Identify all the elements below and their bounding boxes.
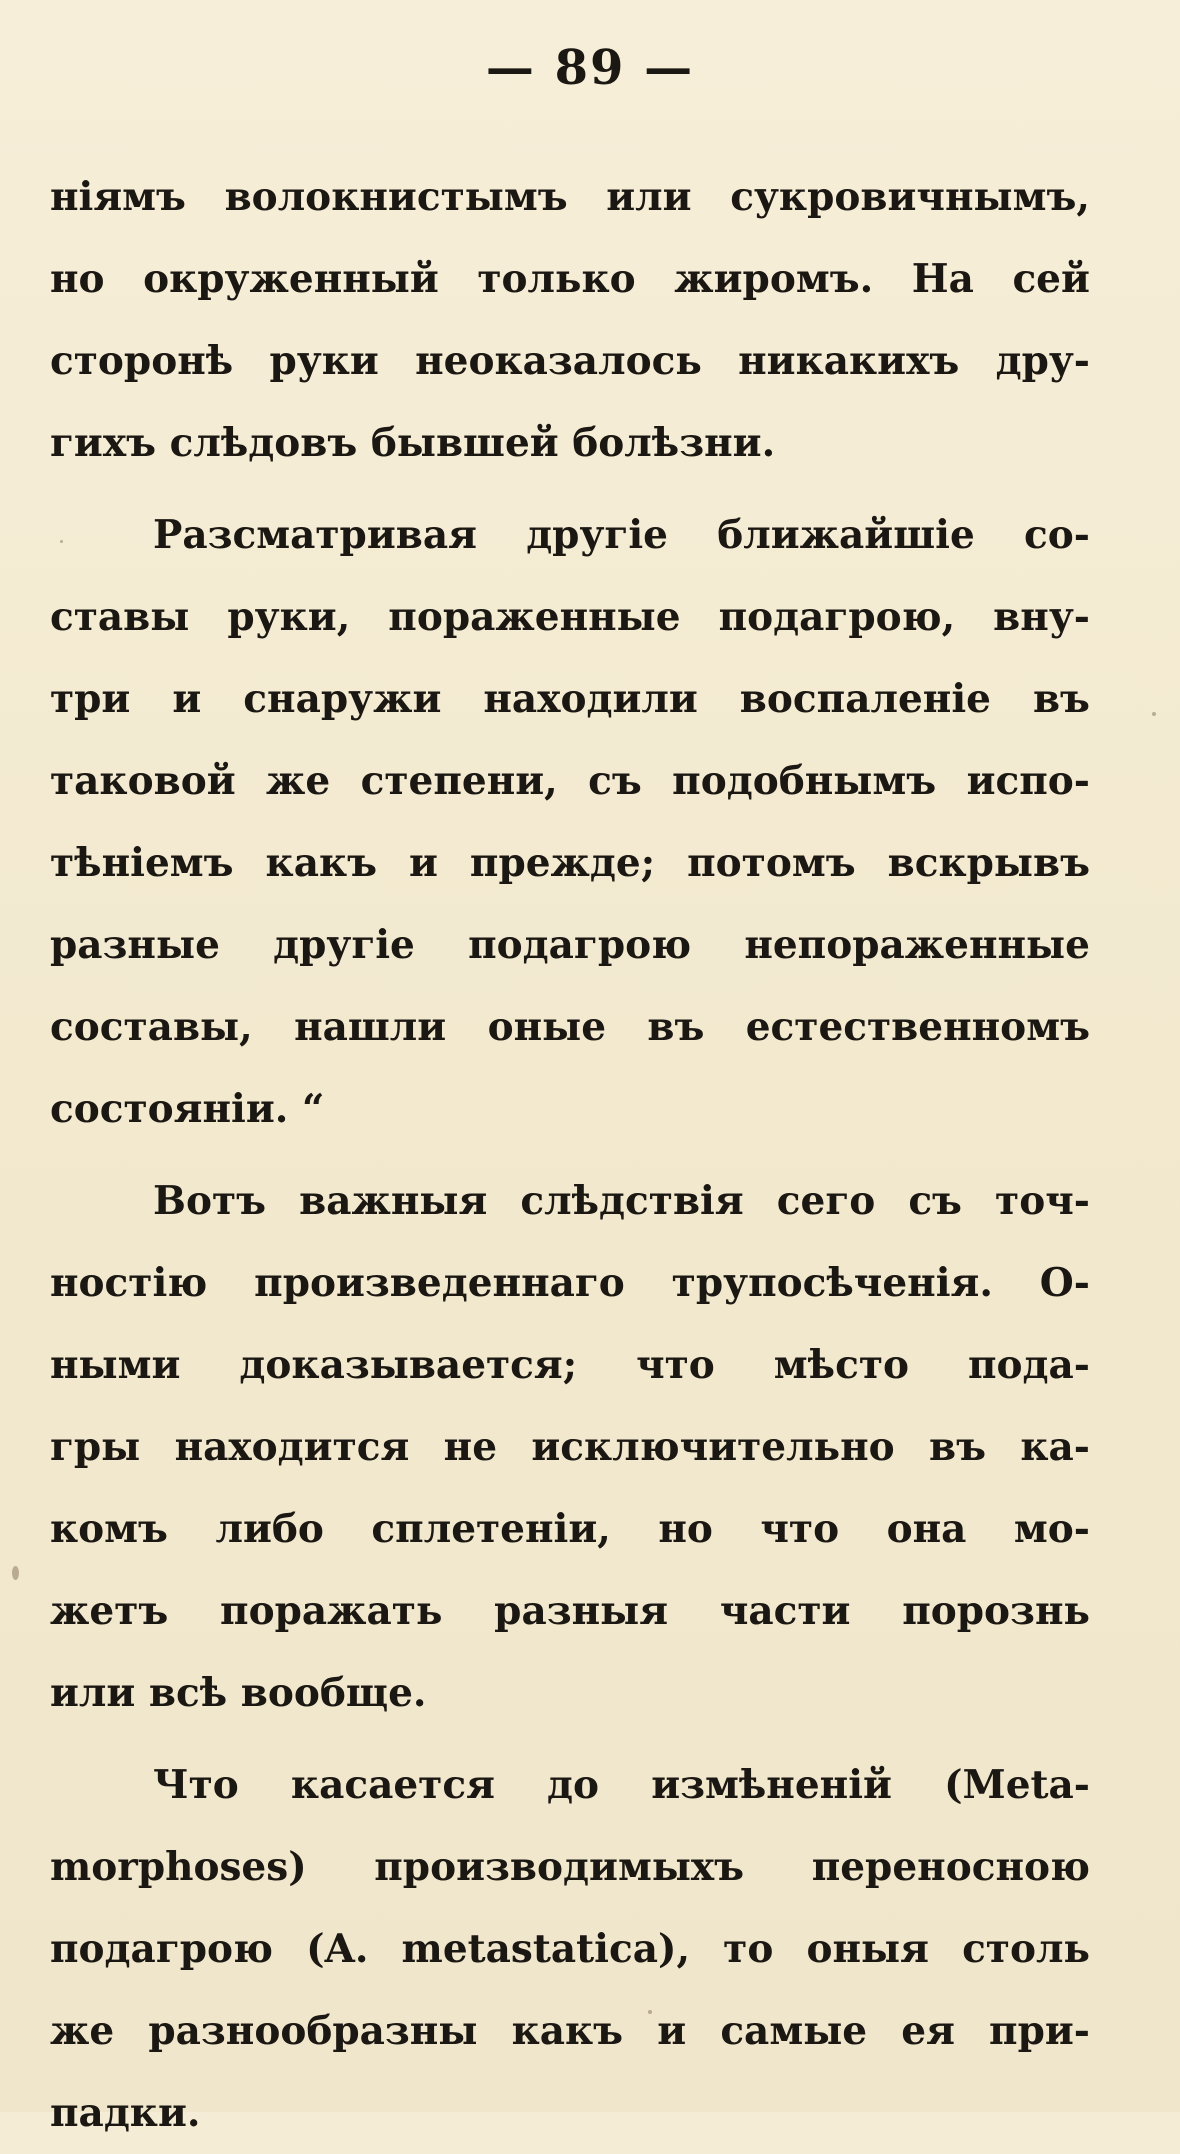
text-line: ставы руки, пораженные подагрою, вну- (50, 594, 1090, 640)
text-line: составы, нашли оные въ естественномъ (50, 1004, 1090, 1050)
paper-speck (1152, 712, 1156, 716)
text-line: таковой же степени, съ подобнымъ испо- (50, 758, 1090, 804)
text-line: гихъ слѣдовъ бывшей болѣзни. (50, 420, 776, 466)
text-line: состояніи. “ (50, 1086, 325, 1132)
text-line: ностію произведеннаго трупосѣченія. О- (50, 1260, 1090, 1306)
paper-speck (60, 540, 63, 543)
text-line: Что касается до измѣненій (Meta- (153, 1762, 1090, 1808)
text-line: Вотъ важныя слѣдствія сего съ точ- (153, 1178, 1090, 1224)
text-line: или всѣ вообще. (50, 1670, 427, 1716)
text-line: сторонѣ руки неоказалось никакихъ дру- (50, 338, 1090, 384)
text-line: ными доказывается; что мѣсто пода- (50, 1342, 1090, 1388)
page-number: — 89 — (485, 40, 695, 96)
text-line: падки. (50, 2090, 201, 2136)
text-line: комъ либо сплетеніи, но что она мо- (50, 1506, 1090, 1552)
text-line: Разсматривая другіе ближайшіе со- (153, 512, 1090, 558)
text-line: но окруженный только жиромъ. На сей (50, 256, 1090, 302)
text-line: разные другіе подагрою непораженные (50, 922, 1090, 968)
text-line: подагрою (A. metastatica), то оныя столь (50, 1926, 1090, 1972)
text-line: три и снаружи находили воспаленіе въ (50, 676, 1090, 722)
text-line: же разнообразны какъ и самые ея при- (50, 2008, 1090, 2054)
text-line: тѣніемъ какъ и прежде; потомъ вскрывъ (50, 840, 1090, 886)
text-line: ніямъ волокнистымъ или сукровичнымъ, (50, 174, 1090, 220)
text-line: жетъ поражать разныя части порознь (50, 1588, 1090, 1634)
text-line: morphoses) производимыхъ переносною (50, 1844, 1090, 1890)
text-line: гры находится не исключительно въ ка- (50, 1424, 1090, 1470)
body-text (50, 156, 1090, 2154)
paper-speck (648, 2010, 652, 2014)
paper-speck (12, 1566, 19, 1580)
